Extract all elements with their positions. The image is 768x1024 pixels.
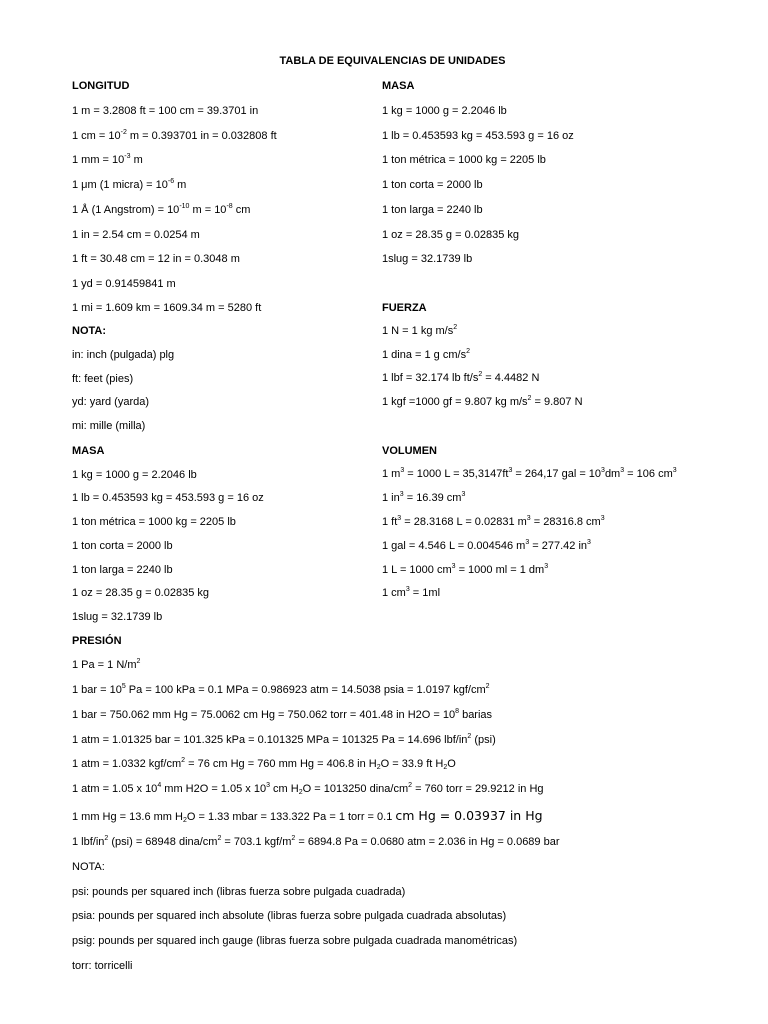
- superscript: 3: [400, 467, 405, 474]
- volumen-line: 1 $m^3 = 1000$ $L = 35,3147ft^3 = 264,17$ gal = $10^3dm^3 = 106$ $cm^3$: [382, 467, 677, 480]
- superscript: 3: [525, 539, 530, 546]
- superscript: 3: [601, 467, 605, 474]
- presion-line: 1 atm = 1.0332 kgf/$cm^2 = 76$ cm Hg = 760 mm Hg = 406.8 in $H_2O = 33.9$ ft $H_2O$: [72, 757, 456, 771]
- superscript: 3: [461, 491, 466, 498]
- fuerza-line: 1 dina = 1 g $cm/s^2$: [382, 348, 470, 361]
- masa-line: 1 ton métrica = 1000 kg = 2205 lb: [382, 154, 546, 166]
- longitud-line: 1 mm = $10^{-3}$ m: [72, 153, 143, 166]
- volumen-line: 1 L = 1000 $cm^3 = 1000$ ml = 1 $dm^3$: [382, 563, 549, 576]
- masa-line: 1 lb = 0.453593 kg = 453.593 g = 16 oz: [72, 492, 264, 504]
- superscript: 3: [397, 515, 402, 522]
- fuerza-heading: FUERZA: [382, 302, 427, 314]
- superscript: 3: [451, 563, 456, 570]
- superscript: 2: [453, 324, 458, 331]
- presion-line: 1 lbf/$in^2$ (psi) = 68948 dina/$cm^2 = 703.1$ kgf/$m^2 = 6894.8$ Pa = 0.0680 atm = 2.036 in Hg = 0.0689 bar: [72, 835, 560, 848]
- superscript: 3: [526, 515, 531, 522]
- superscript: -2: [120, 129, 127, 136]
- superscript: -10: [179, 203, 190, 210]
- superscript: 3: [399, 491, 404, 498]
- presion-line: 1 mm Hg = 13.6 mm $H_2O = 1.33$ mbar = 133.322 Pa = 1 torr = 0.1 cm Hg = 0.03937 in Hg: [72, 808, 543, 824]
- masa-line: 1 oz = 28.35 g = 0.02835 kg: [72, 587, 210, 599]
- nota-line: ft: feet (pies): [72, 373, 134, 385]
- longitud-line: 1 in = 2.54 cm = 0.0254 m: [72, 229, 200, 241]
- nota-line: psig: pounds per squared inch gauge (libras fuerza sobre pulgada cuadrada manométricas): [72, 935, 518, 947]
- superscript: 2: [467, 733, 472, 740]
- fuerza-line: 1 kgf =1000 gf = 9.807 kg $m/s^2 = 9.807$ N: [382, 395, 583, 408]
- superscript: -6: [167, 178, 175, 185]
- presion-line: 1 bar = 750.062 mm Hg = 75.0062 cm Hg = 750.062 torr = 401.48 in $H2O = 10^8$ barias: [72, 708, 493, 721]
- superscript: 2: [485, 683, 490, 690]
- longitud-line: 1 Å (1 Angstrom) = $10^{-10}$ $m = 10^{-8}$ cm: [72, 203, 251, 216]
- longitud-line: 1 yd = 0.91459841 m: [72, 278, 176, 290]
- superscript: 3: [620, 467, 625, 474]
- fuerza-line: 1 N = 1 kg $m/s^2$: [382, 324, 458, 337]
- superscript: 3: [587, 539, 591, 546]
- superscript: 2: [217, 835, 222, 842]
- subscript: 2: [376, 764, 381, 771]
- superscript: 2: [527, 395, 532, 402]
- masa-line: 1 ton corta = 2000 lb: [72, 540, 173, 552]
- longitud-line: 1 mi = 1.609 km = 1609.34 m = 5280 ft: [72, 302, 262, 314]
- nota-line: torr: torricelli: [72, 960, 133, 972]
- volumen-line: 1 $in^3 = 16.39$ $cm^3$: [382, 491, 466, 504]
- superscript: 3: [544, 563, 549, 570]
- superscript: 3: [266, 782, 270, 789]
- superscript: -8: [226, 203, 233, 210]
- masa-line: 1slug = 32.1739 lb: [72, 611, 163, 623]
- masa-line: 1slug = 32.1739 lb: [382, 253, 473, 265]
- superscript: 2: [181, 757, 186, 764]
- masa-line: 1 oz = 28.35 g = 0.02835 kg: [382, 229, 520, 241]
- nota-line: psia: pounds per squared inch absolute (libras fuerza sobre pulgada cuadrada absolutas): [72, 910, 507, 922]
- masa-line: 1 ton métrica = 1000 kg = 2205 lb: [72, 516, 236, 528]
- superscript: 2: [408, 782, 413, 789]
- volumen-line: 1 $cm^3 = 1ml$: [382, 586, 441, 599]
- subscript: 2: [443, 764, 448, 771]
- masa-line: 1 kg = 1000 g = 2.2046 lb: [382, 105, 507, 117]
- superscript: 5: [121, 683, 126, 690]
- nota-line: psi: pounds per squared inch (libras fuerza sobre pulgada cuadrada): [72, 886, 406, 898]
- subscript: 2: [182, 817, 187, 824]
- superscript: 2: [291, 835, 296, 842]
- superscript: 3: [405, 586, 410, 593]
- subscript: 2: [298, 789, 303, 796]
- masa-heading: MASA: [72, 445, 105, 457]
- masa-line: 1 kg = 1000 g = 2.2046 lb: [72, 469, 197, 481]
- superscript: 3: [600, 515, 605, 522]
- volumen-line: 1 gal = 4.546 L = 0.004546 $m^3 = 277.42$ $in^3$: [382, 539, 591, 552]
- longitud-line: 1 μm (1 micra) = $10^{-6}$ m: [72, 178, 187, 191]
- volumen-line: 1 $ft^3 = 28.3168$ L = 0.02831 $m^3 = 28316.8$ $cm^3$: [382, 515, 605, 528]
- masa-line: 1 lb = 0.453593 kg = 453.593 g = 16 oz: [382, 130, 574, 142]
- longitud-heading: LONGITUD: [72, 80, 130, 92]
- presion-line: 1 bar = $10^5$ Pa = 100 kPa = 0.1 MPa = 0.986923 atm = 14.5038 psia = 1.0197 kgf/$cm^2$: [72, 683, 490, 696]
- nota-line: mi: mille (milla): [72, 420, 146, 432]
- longitud-line: 1 m = 3.2808 ft = 100 cm = 39.3701 in: [72, 105, 259, 117]
- presion-line: 1 Pa = 1 $N/m^2$: [72, 658, 141, 671]
- nota-line: yd: yard (yarda): [72, 396, 150, 408]
- nota-heading: NOTA:: [72, 861, 105, 873]
- presion-heading: PRESIÓN: [72, 635, 122, 647]
- superscript: 2: [478, 371, 483, 378]
- masa-line: 1 ton larga = 2240 lb: [72, 564, 173, 576]
- superscript: 2: [136, 658, 141, 665]
- nota-line: in: inch (pulgada) plg: [72, 349, 175, 361]
- masa-line: 1 ton corta = 2000 lb: [382, 179, 483, 191]
- masa-line: 1 ton larga = 2240 lb: [382, 204, 483, 216]
- page-title: TABLA DE EQUIVALENCIAS DE UNIDADES: [279, 55, 506, 67]
- superscript: 3: [672, 467, 677, 474]
- volumen-heading: VOLUMEN: [382, 445, 437, 457]
- superscript: 2: [104, 835, 109, 842]
- superscript: -3: [124, 153, 131, 160]
- superscript: 4: [157, 782, 162, 789]
- presion-line: 1 atm = 1.01325 bar = 101.325 kPa = 0.101325 MPa = 101325 Pa = 14.696 lbf/$in^2$ (psi): [72, 733, 496, 746]
- larger-text: cm Hg = 0.03937 in Hg: [395, 808, 543, 823]
- longitud-line: 1 cm = $10^{-2}$ m = 0.393701 in = 0.032808 ft: [72, 129, 277, 142]
- superscript: 2: [466, 348, 470, 355]
- superscript: 8: [455, 708, 460, 715]
- nota-heading: NOTA:: [72, 325, 107, 337]
- fuerza-line: 1 lbf = 32.174 lb $ft/s^2 = 4.4482$ N: [382, 371, 540, 384]
- superscript: 3: [508, 467, 513, 474]
- longitud-line: 1 ft = 30.48 cm = 12 in = 0.3048 m: [72, 253, 240, 265]
- presion-line: 1 atm = 1.05 x $10^4$ mm H2O = 1.05 x $10^3$ cm $H_2O = 1013250$ dina/$cm^2 = 760$ torr = 29.9212 in Hg: [72, 782, 544, 796]
- masa-heading: MASA: [382, 80, 415, 92]
